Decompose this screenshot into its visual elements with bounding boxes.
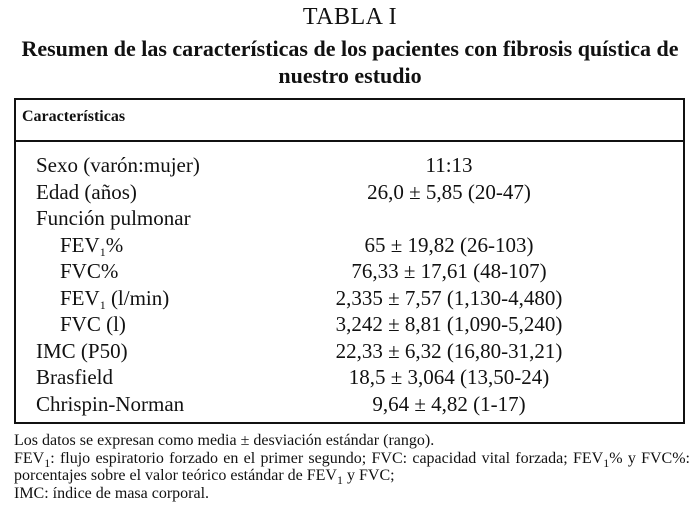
row-label-suffix: %: [105, 232, 124, 257]
table-footnotes: [14, 432, 690, 502]
table-row: [14, 338, 685, 365]
table-row: [14, 179, 685, 206]
row-value: 76,33 ± 17,61 (48-107): [351, 259, 547, 283]
row-value: 3,242 ± 8,81 (1,090-5,240): [335, 312, 563, 336]
row-label: Sexo (varón:mujer): [36, 153, 200, 177]
row-label-text: FEV: [60, 285, 100, 310]
table-row: [14, 205, 685, 232]
footnote-text: FEV: [14, 449, 45, 467]
table-row: [14, 152, 685, 179]
table-row: [14, 232, 685, 259]
footnote-subscript: 1: [336, 473, 343, 487]
row-value: 18,5 ± 3,064 (13,50-24): [348, 365, 550, 389]
table-row: [14, 391, 685, 418]
row-label: Brasfield: [36, 365, 113, 389]
row-value: 65 ± 19,82 (26-103): [364, 232, 534, 257]
row-label-subscript: 1: [99, 244, 106, 259]
footnote-abbreviations: [14, 450, 690, 485]
row-label-text: FEV: [60, 232, 100, 257]
table-title: Resumen de las características de los pacientes con fibrosis quística de nuestro estudio: [21, 36, 679, 88]
table-row: [14, 285, 685, 312]
row-label: FVC%: [60, 259, 119, 283]
row-label: Edad (años): [36, 179, 137, 204]
row-label: [60, 285, 169, 311]
row-label: IMC (P50): [36, 338, 128, 363]
row-value: 2,335 ± 7,57 (1,130-4,480): [335, 285, 563, 310]
footnote-data-format: Los datos se expresan como media ± desviación estándar (rango).: [14, 432, 435, 449]
row-label: [60, 232, 123, 258]
row-value: 11:13: [425, 153, 473, 177]
header-divider: [14, 140, 685, 142]
table-row: [14, 364, 685, 391]
footnote-text: % y FVC%: porcentajes sobre el valor teórico estándar de FEV: [14, 449, 691, 484]
row-value: 26,0 ± 5,85 (20-47): [367, 179, 531, 204]
row-label: Chrispin-Norman: [36, 391, 185, 416]
row-label: FVC (l): [60, 312, 126, 336]
table-row: [14, 258, 685, 285]
row-value: 9,64 ± 4,82 (1-17): [372, 391, 526, 416]
row-label-subscript: 1: [99, 297, 106, 312]
table-row: [14, 311, 685, 338]
footnote-subscript: 1: [603, 455, 610, 470]
row-value: 22,33 ± 6,32 (16,80-31,21): [335, 338, 563, 363]
footnote-text: : flujo espiratorio forzado en el primer segundo; FVC: capacidad vital forzada; FEV: [50, 449, 604, 467]
table-label: TABLA I: [302, 4, 398, 30]
footnote-imc: IMC: índice de masa corporal.: [14, 484, 210, 502]
row-label: Función pulmonar: [36, 206, 191, 230]
footnote-subscript: 1: [44, 455, 51, 470]
column-header: Características: [22, 108, 126, 125]
table-body: [14, 152, 685, 417]
footnote-text: y FVC;: [342, 467, 395, 484]
row-label-suffix: (l/min): [105, 285, 170, 310]
